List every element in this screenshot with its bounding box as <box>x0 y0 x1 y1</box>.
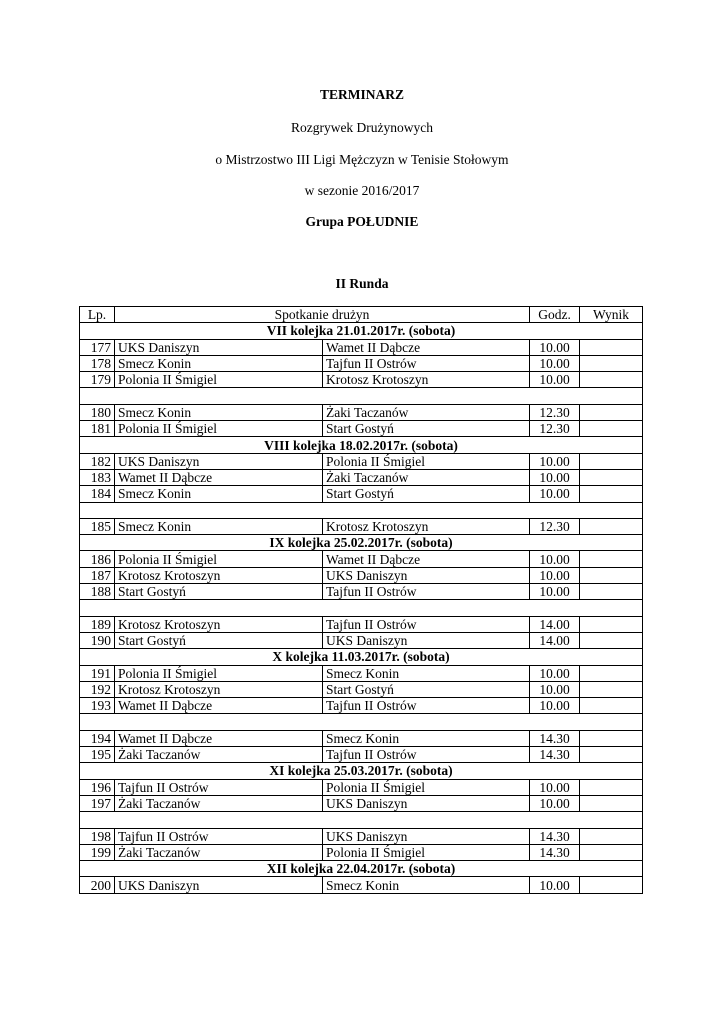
match-number: 186 <box>80 551 115 567</box>
match-number: 180 <box>80 404 115 420</box>
home-team: Start Gostyń <box>115 632 323 648</box>
away-team: UKS Daniszyn <box>323 567 530 583</box>
table-row <box>80 616 643 632</box>
home-team: Wamet II Dąbcze <box>115 469 323 485</box>
match-number: 183 <box>80 469 115 485</box>
home-team: Smecz Konin <box>115 355 323 371</box>
table-row <box>80 698 643 714</box>
col-header-lp: Lp. <box>80 307 115 323</box>
match-number: 185 <box>80 518 115 534</box>
home-team: Krotosz Krotoszyn <box>115 567 323 583</box>
spacer-cell <box>80 714 643 730</box>
table-row <box>80 584 643 600</box>
table-row <box>80 665 643 681</box>
home-team: UKS Daniszyn <box>115 339 323 355</box>
table-row <box>80 730 643 746</box>
table-row <box>80 551 643 567</box>
away-team: Smecz Konin <box>323 877 530 893</box>
away-team: Krotosz Krotoszyn <box>323 518 530 534</box>
table-row <box>80 404 643 420</box>
round-label: IX kolejka 25.02.2017r. (sobota) <box>80 535 643 551</box>
home-team: Żaki Taczanów <box>115 844 323 860</box>
table-row <box>80 469 643 485</box>
group-heading: Grupa POŁUDNIE <box>305 214 419 229</box>
match-number: 184 <box>80 486 115 502</box>
match-time: 10.00 <box>530 567 580 583</box>
home-team: Polonia II Śmigiel <box>115 551 323 567</box>
spacer-cell <box>80 388 643 404</box>
home-team: Smecz Konin <box>115 486 323 502</box>
round-label: X kolejka 11.03.2017r. (sobota) <box>80 649 643 665</box>
spacer-cell <box>80 502 643 518</box>
match-time: 10.00 <box>530 681 580 697</box>
home-team: Polonia II Śmigiel <box>115 421 323 437</box>
match-result <box>580 698 643 714</box>
match-number: 194 <box>80 730 115 746</box>
match-number: 198 <box>80 828 115 844</box>
match-result <box>580 665 643 681</box>
match-result <box>580 779 643 795</box>
home-team: Wamet II Dąbcze <box>115 730 323 746</box>
away-team: Smecz Konin <box>323 730 530 746</box>
home-team: Polonia II Śmigiel <box>115 665 323 681</box>
match-time: 10.00 <box>530 551 580 567</box>
match-number: 193 <box>80 698 115 714</box>
match-number: 182 <box>80 453 115 469</box>
match-result <box>580 355 643 371</box>
away-team: Tajfun II Ostrów <box>323 698 530 714</box>
table-row <box>80 632 643 648</box>
home-team: Żaki Taczanów <box>115 747 323 763</box>
match-number: 200 <box>80 877 115 893</box>
away-team: Tajfun II Ostrów <box>323 584 530 600</box>
away-team: Polonia II Śmigiel <box>323 453 530 469</box>
round-row <box>80 535 643 551</box>
table-row <box>80 795 643 811</box>
table-row <box>80 681 643 697</box>
match-time: 10.00 <box>530 779 580 795</box>
match-time: 10.00 <box>530 486 580 502</box>
away-team: Tajfun II Ostrów <box>323 747 530 763</box>
match-time: 10.00 <box>530 469 580 485</box>
match-number: 179 <box>80 372 115 388</box>
home-team: Krotosz Krotoszyn <box>115 681 323 697</box>
match-time: 14.30 <box>530 747 580 763</box>
match-time: 10.00 <box>530 453 580 469</box>
table-row <box>80 372 643 388</box>
match-result <box>580 404 643 420</box>
match-number: 195 <box>80 747 115 763</box>
match-result <box>580 632 643 648</box>
match-result <box>580 877 643 893</box>
round-label: XII kolejka 22.04.2017r. (sobota) <box>80 861 643 877</box>
match-number: 181 <box>80 421 115 437</box>
match-number: 199 <box>80 844 115 860</box>
match-result <box>580 486 643 502</box>
subtitle-line-1: Rozgrywek Drużynowych <box>290 120 434 135</box>
match-result <box>580 844 643 860</box>
away-team: Żaki Taczanów <box>323 404 530 420</box>
match-result <box>580 795 643 811</box>
round-row <box>80 437 643 453</box>
match-time: 10.00 <box>530 665 580 681</box>
match-result <box>580 453 643 469</box>
subtitle-line-2: o Mistrzostwo III Ligi Mężczyzn w Tenisie Stołowym <box>215 152 509 167</box>
round-row <box>80 323 643 339</box>
table-row <box>80 421 643 437</box>
table-row <box>80 453 643 469</box>
match-result <box>580 372 643 388</box>
table-row <box>80 844 643 860</box>
away-team: Tajfun II Ostrów <box>323 355 530 371</box>
round-row <box>80 649 643 665</box>
table-row <box>80 339 643 355</box>
match-time: 14.30 <box>530 730 580 746</box>
table-row <box>80 518 643 534</box>
away-team: Żaki Taczanów <box>323 469 530 485</box>
table-row <box>80 828 643 844</box>
match-result <box>580 469 643 485</box>
match-time: 10.00 <box>530 698 580 714</box>
match-result <box>580 616 643 632</box>
match-number: 189 <box>80 616 115 632</box>
col-header-time: Godz. <box>530 307 580 323</box>
match-number: 178 <box>80 355 115 371</box>
match-time: 12.30 <box>530 421 580 437</box>
match-number: 188 <box>80 584 115 600</box>
round-heading: II Runda <box>335 276 389 291</box>
match-result <box>580 730 643 746</box>
col-header-result: Wynik <box>580 307 643 323</box>
home-team: UKS Daniszyn <box>115 453 323 469</box>
match-result <box>580 421 643 437</box>
away-team: Start Gostyń <box>323 486 530 502</box>
away-team: Smecz Konin <box>323 665 530 681</box>
away-team: Polonia II Śmigiel <box>323 779 530 795</box>
season-line: w sezonie 2016/2017 <box>304 183 420 198</box>
away-team: Wamet II Dąbcze <box>323 551 530 567</box>
match-number: 197 <box>80 795 115 811</box>
schedule-table-body <box>80 307 643 894</box>
home-team: Polonia II Śmigiel <box>115 372 323 388</box>
away-team: Start Gostyń <box>323 421 530 437</box>
match-time: 14.00 <box>530 616 580 632</box>
match-result <box>580 681 643 697</box>
match-time: 14.30 <box>530 844 580 860</box>
away-team: Tajfun II Ostrów <box>323 616 530 632</box>
match-time: 14.00 <box>530 632 580 648</box>
match-time: 10.00 <box>530 584 580 600</box>
round-row <box>80 763 643 779</box>
home-team: Smecz Konin <box>115 518 323 534</box>
home-team: Tajfun II Ostrów <box>115 828 323 844</box>
match-time: 10.00 <box>530 877 580 893</box>
table-header-row <box>80 307 643 323</box>
table-row <box>80 779 643 795</box>
home-team: Krotosz Krotoszyn <box>115 616 323 632</box>
document-title: TERMINARZ <box>319 87 404 102</box>
match-result <box>580 584 643 600</box>
away-team: Polonia II Śmigiel <box>323 844 530 860</box>
away-team: Start Gostyń <box>323 681 530 697</box>
home-team: Start Gostyń <box>115 584 323 600</box>
away-team: Krotosz Krotoszyn <box>323 372 530 388</box>
match-result <box>580 567 643 583</box>
schedule-table <box>79 306 643 894</box>
match-result <box>580 518 643 534</box>
round-row <box>80 861 643 877</box>
match-number: 196 <box>80 779 115 795</box>
spacer-row <box>80 714 643 730</box>
match-time: 10.00 <box>530 372 580 388</box>
spacer-row <box>80 600 643 616</box>
away-team: UKS Daniszyn <box>323 795 530 811</box>
match-time: 10.00 <box>530 795 580 811</box>
away-team: UKS Daniszyn <box>323 632 530 648</box>
table-row <box>80 355 643 371</box>
table-row <box>80 486 643 502</box>
match-result <box>580 339 643 355</box>
away-team: UKS Daniszyn <box>323 828 530 844</box>
match-result <box>580 828 643 844</box>
home-team: UKS Daniszyn <box>115 877 323 893</box>
match-result <box>580 551 643 567</box>
table-row <box>80 747 643 763</box>
away-team: Wamet II Dąbcze <box>323 339 530 355</box>
home-team: Tajfun II Ostrów <box>115 779 323 795</box>
match-number: 192 <box>80 681 115 697</box>
match-time: 10.00 <box>530 339 580 355</box>
round-label: XI kolejka 25.03.2017r. (sobota) <box>80 763 643 779</box>
spacer-cell <box>80 600 643 616</box>
match-time: 14.30 <box>530 828 580 844</box>
table-row <box>80 877 643 893</box>
match-number: 191 <box>80 665 115 681</box>
match-number: 190 <box>80 632 115 648</box>
spacer-row <box>80 502 643 518</box>
col-header-match: Spotkanie drużyn <box>115 307 530 323</box>
round-label: VII kolejka 21.01.2017r. (sobota) <box>80 323 643 339</box>
spacer-row <box>80 812 643 828</box>
spacer-cell <box>80 812 643 828</box>
match-time: 12.30 <box>530 518 580 534</box>
spacer-row <box>80 388 643 404</box>
match-number: 187 <box>80 567 115 583</box>
match-number: 177 <box>80 339 115 355</box>
match-time: 10.00 <box>530 355 580 371</box>
home-team: Smecz Konin <box>115 404 323 420</box>
match-result <box>580 747 643 763</box>
match-time: 12.30 <box>530 404 580 420</box>
table-row <box>80 567 643 583</box>
home-team: Wamet II Dąbcze <box>115 698 323 714</box>
home-team: Żaki Taczanów <box>115 795 323 811</box>
round-label: VIII kolejka 18.02.2017r. (sobota) <box>80 437 643 453</box>
